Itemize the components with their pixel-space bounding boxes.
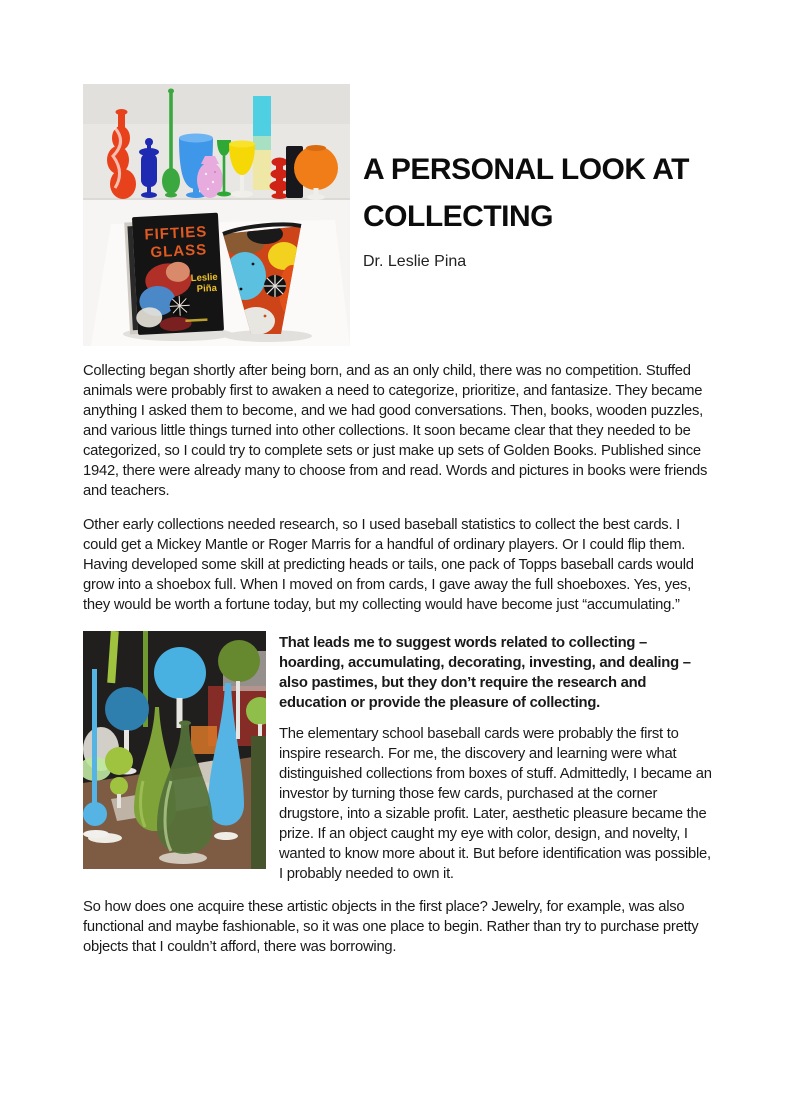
- paragraph-4: The elementary school baseball cards were probably the first to inspire research. For me, the discovery and learning were what distinguished collections from boxes of stuff. Admittedly, I became an investor by turning those few cards, purchased at the corner drugstore, into a sizable profit. Later, aesthetic pleasure became the prize. If an object caught my eye with color, design, and novelty, I wanted to know more about it. But before identification was possible, I probably needed to own it.: [279, 726, 712, 882]
- article-body: [83, 361, 713, 957]
- page-title: A PERSONAL LOOK AT COLLECTING: [363, 153, 690, 233]
- media-text-column: [279, 631, 713, 884]
- hero-image-fifties-glass: [83, 84, 350, 346]
- vases-image-blue-green: [83, 631, 266, 869]
- fifties-glass-photo-illustration: [83, 84, 350, 346]
- article-header: [83, 84, 713, 346]
- byline: Dr. Leslie Pina: [363, 253, 467, 270]
- vase-cyan-column: [253, 96, 271, 190]
- paragraph-2: Other early collections needed research, so I used baseball statistics to collect the best cards. I could get a Mickey Mantle or Roger Marris for a handful of ordinary players. Or I could flip them. Having developed some skill at predicting heads or tails, one pack of Topps baseball cards would grow into a shoebox full. When I moved on from cards, I gave away the full shoeboxes. Yes, yes, they would be worth a fortune today, but my collecting would have become just “accumulating.”: [83, 517, 694, 613]
- book-author-line1: Leslie: [190, 271, 218, 285]
- dark-olive-bottle: [251, 736, 266, 869]
- paragraph-5: So how does one acquire these artistic objects in the first place? Jewelry, for example, was also functional and maybe fashionable, so it was one place to begin. Rather than try to purchase pretty objects that I couldn’t afford, there was borrowing.: [83, 899, 699, 955]
- paragraph-1: Collecting began shortly after being born, and as an only child, there was no competition. Stuffed animals were probably first to awaken a need to categorize, prioritize, and fantasize. They became anything I asked them to become, and we had good conversations. Then, books, wooden puzzles, and various little things turned into other collections. It soon became clear that they needed to be categorized, so I could try to complete sets or just make up sets of Golden Books. Published since 1942, there were already many to choose from and read. Words and pictures in books were friends and teachers.: [83, 363, 708, 499]
- book-title-line2: GLASS: [150, 241, 208, 262]
- document-page: [0, 84, 791, 1108]
- blue-green-vases-photo-illustration: [83, 631, 266, 869]
- media-section: [83, 631, 713, 884]
- book-author-line2: Piña: [196, 282, 218, 295]
- book-title-line1: FIFTIES: [144, 223, 208, 244]
- paragraph-3-bold: That leads me to suggest words related to collecting – hoarding, accumulating, decorating, investing, and dealing – also pastimes, but they don’t require the research and education or provide the pleasure of collecting.: [279, 635, 691, 711]
- header-text-block: [363, 84, 713, 271]
- book-fifties-glass: [124, 213, 224, 336]
